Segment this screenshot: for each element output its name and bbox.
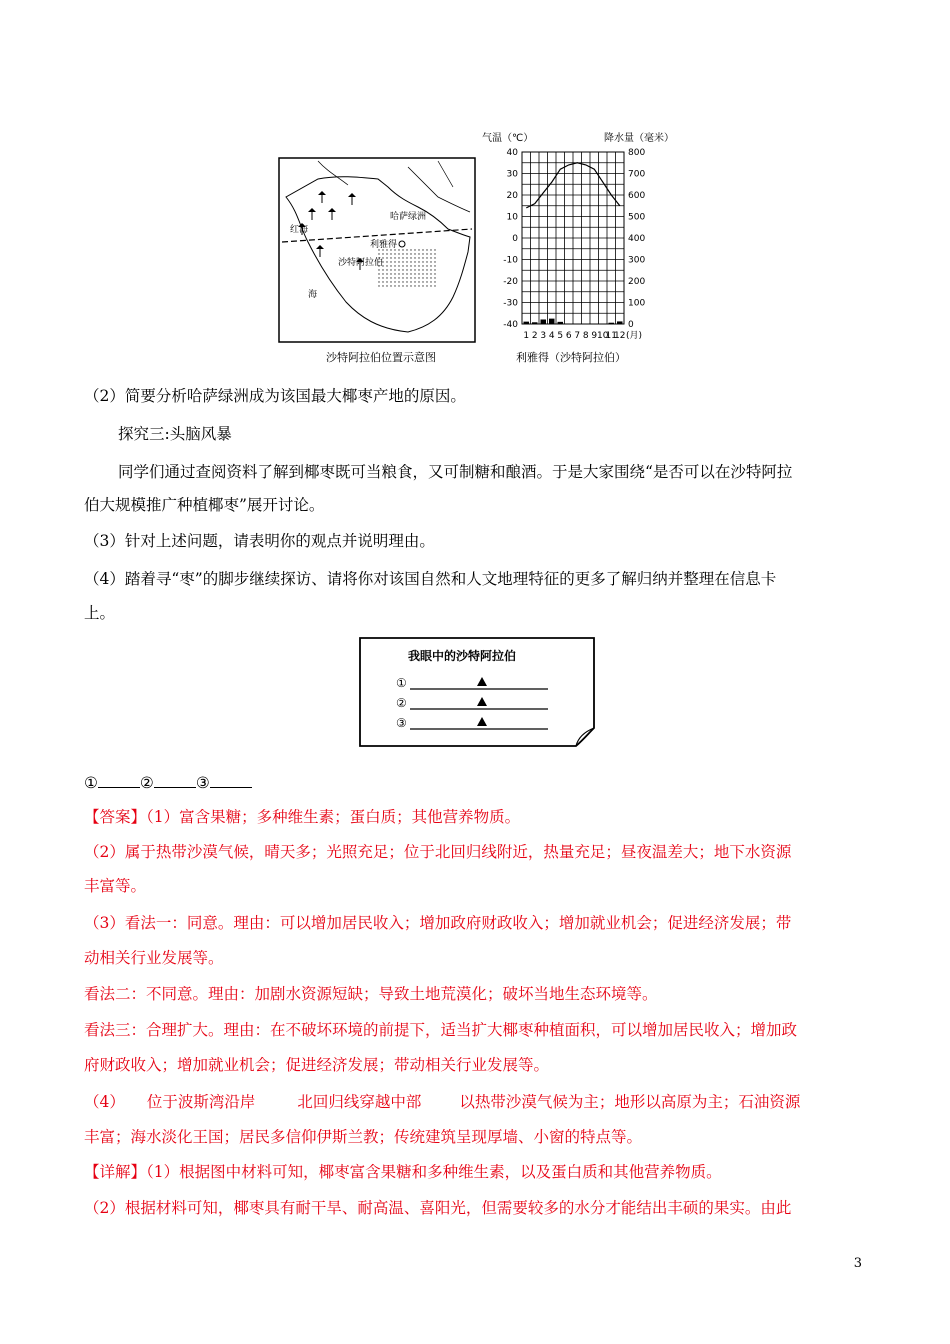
answer-3d: 看法三：合理扩大。理由：在不破坏环境的前提下，适当扩大椰枣种植面积，可以增加居民收入；增加政 (84, 1021, 798, 1039)
precip-tick-label: 400 (628, 234, 646, 244)
precip-tick-label: 100 (628, 298, 646, 309)
page-number: 3 (853, 1256, 862, 1271)
month-tick-label: 11 (605, 331, 617, 341)
month-tick-label: 12 (614, 331, 626, 341)
answer-1: 【答案】（1）富含果糖；多种维生素；蛋白质；其他营养物质。 (84, 808, 521, 826)
temp-tick-label: -10 (503, 255, 518, 266)
temp-tick-label: -20 (503, 277, 518, 287)
temp-tick-label: 40 (506, 148, 518, 158)
explore-3-heading: 探究三:头脑风暴 (118, 425, 232, 443)
detail-2: （2）根据材料可知，椰枣具有耐干旱、耐高温、喜阳光，但需要较多的水分才能结出丰硕的果实。由此 (84, 1199, 792, 1217)
blank-1[interactable] (98, 773, 140, 788)
precip-tick-label: 0 (628, 320, 634, 330)
answer-3b: 动相关行业发展等。 (84, 949, 224, 967)
info-card (358, 636, 598, 748)
svg-text:①: ① (396, 676, 407, 690)
temp-tick-label: 20 (506, 191, 518, 201)
answer-4a: （4） 位于波斯湾沿岸 北回归线穿越中部 以热带沙漠气候为主；地形以高原为主；石油资源 (84, 1093, 801, 1111)
answer-heading: 【答案】 (84, 808, 147, 826)
precip-bar (617, 321, 623, 324)
answer-3e: 府财政收入；增加就业机会；促进经济发展；带动相关行业发展等。 (84, 1056, 550, 1074)
saudi-location-map (278, 157, 476, 343)
precip-tick-label: 800 (628, 148, 646, 158)
precip-bar (609, 323, 615, 324)
month-tick-label: 10 (597, 331, 609, 341)
detail-1: 【详解】（1）根据图中材料可知，椰枣富含果糖和多种维生素，以及蛋白质和其他营养物质。 (84, 1163, 722, 1181)
temp-tick-label: 30 (506, 169, 518, 180)
temp-tick-label: -40 (503, 320, 518, 330)
month-tick-label: 6 (565, 331, 572, 341)
card-title: 我眼中的沙特阿拉伯 (408, 649, 517, 663)
blank-3[interactable] (210, 773, 252, 788)
precip-bar (549, 319, 555, 324)
svg-text:②: ② (396, 696, 407, 710)
month-tick-label: 7 (574, 331, 581, 341)
month-tick-label: 5 (557, 331, 564, 341)
precip-bar (532, 322, 538, 324)
chart-caption: 利雅得（沙特阿拉伯） (516, 351, 626, 364)
temp-tick-label: 10 (506, 212, 518, 223)
question-4b: 上。 (84, 604, 116, 622)
answer-4b: 丰富；海水淡化王国；居民多信仰伊斯兰教；传统建筑呈现厚墙、小窗的特点等。 (84, 1128, 643, 1146)
question-4a: （4）踏着寻“枣”的脚步继续探访、请将你对该国自然和人文地理特征的更多了解归纳并整理在信息卡 (84, 570, 777, 588)
map-label-riyadh: 利雅得 (370, 240, 398, 250)
precip-tick-label: 600 (628, 191, 646, 201)
temp-axis-label: 气温（℃） (482, 133, 534, 144)
precip-axis-label: 降水量（毫米） (604, 133, 674, 144)
answer-2b: 丰富等。 (84, 877, 147, 895)
month-tick-label: 3 (540, 331, 547, 341)
map-label-red-sea: 红海 (290, 225, 309, 235)
map-label-saudi: 沙特阿拉伯 (338, 258, 384, 268)
month-tick-label: 1 (523, 331, 530, 341)
precip-bar (541, 319, 547, 324)
month-tick-label: 2 (531, 331, 538, 341)
question-2: （2）简要分析哈萨绿洲成为该国最大椰枣产地的原因。 (84, 387, 466, 405)
precip-tick-label: 200 (628, 277, 646, 287)
paragraph-1a: 同学们通过查阅资料了解到椰枣既可当粮食，又可制糖和酿酒。于是大家围绕“是否可以在沙特阿拉 (118, 463, 793, 481)
month-unit-label: (月) (626, 331, 643, 341)
precip-tick-label: 300 (628, 255, 646, 266)
precip-bar (524, 322, 530, 324)
temp-tick-label: -30 (503, 298, 518, 309)
map-drawing (278, 157, 476, 343)
precip-bar (558, 322, 564, 324)
month-tick-label: 4 (548, 331, 555, 341)
question-3: （3）针对上述问题，请表明你的观点并说明理由。 (84, 532, 435, 550)
climate-chart (474, 128, 674, 346)
detail-heading: 【详解】 (84, 1163, 147, 1181)
month-tick-label: 9 (591, 331, 598, 341)
precip-tick-label: 700 (628, 169, 646, 180)
precip-tick-label: 500 (628, 212, 646, 223)
blanks-row: ① ② ③ (84, 773, 252, 793)
map-label-sea: 海 (308, 290, 318, 300)
answer-2a: （2）属于热带沙漠气候，晴天多；光照充足；位于北回归线附近，热量充足；昼夜温差大；地下水资源 (84, 843, 792, 861)
svg-text:③: ③ (396, 716, 407, 730)
answer-3a: （3）看法一：同意。理由：可以增加居民收入；增加政府财政收入；增加就业机会；促进经济发展；带 (84, 914, 792, 932)
paragraph-1b: 伯大规模推广种植椰枣”展开讨论。 (84, 496, 325, 514)
map-label-hasa: 哈萨绿洲 (390, 212, 427, 222)
answer-3c: 看法二：不同意。理由：加剧水资源短缺；导致土地荒漠化；破坏当地生态环境等。 (84, 985, 658, 1003)
climate-chart-svg (474, 128, 674, 346)
month-tick-label: 8 (582, 331, 589, 341)
temp-tick-label: 0 (512, 234, 518, 244)
map-caption: 沙特阿拉伯位置示意图 (326, 351, 436, 364)
blank-2[interactable] (154, 773, 196, 788)
